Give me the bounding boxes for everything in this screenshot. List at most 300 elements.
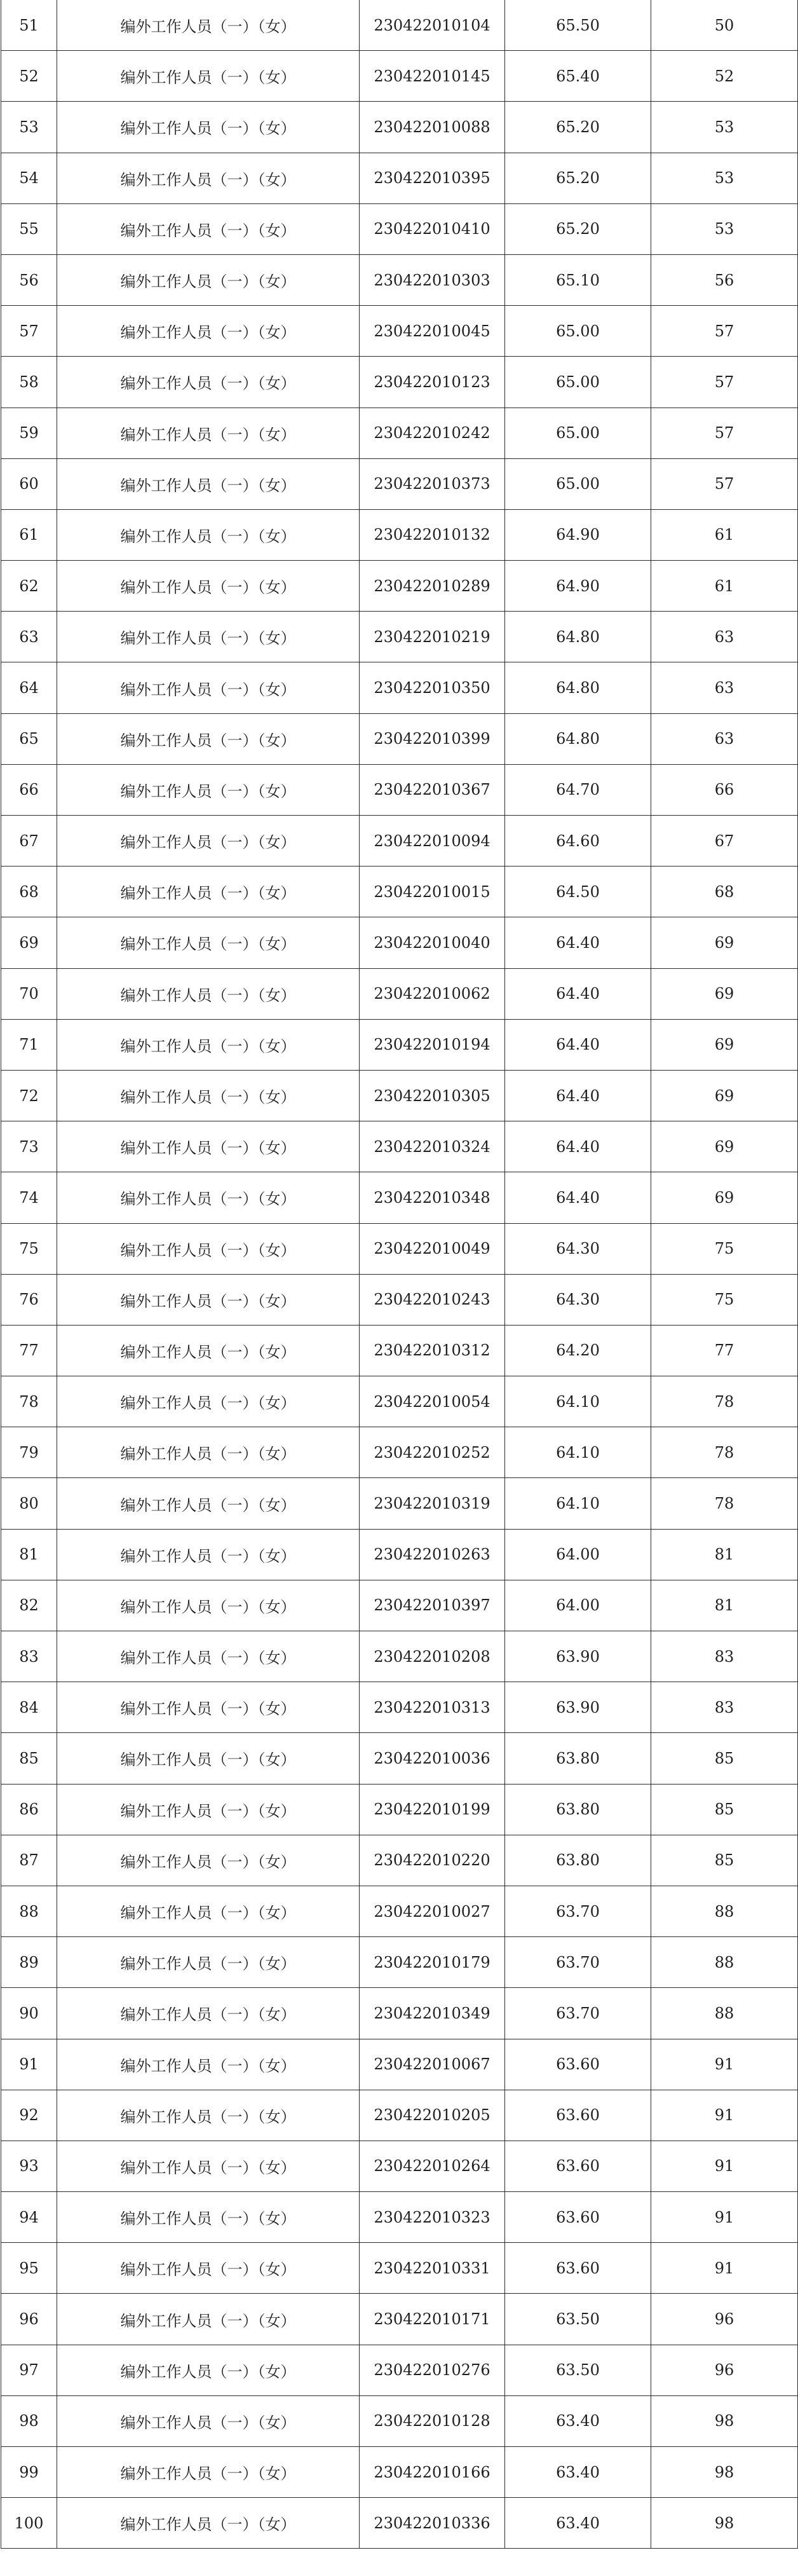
position-cell: 编外工作人员（一）（女） [57, 357, 360, 408]
score-cell: 65.00 [505, 306, 651, 357]
score-cell: 63.60 [505, 2090, 651, 2141]
exam-id-cell: 230422010397 [360, 1580, 505, 1631]
position-cell: 编外工作人员（一）（女） [57, 1835, 360, 1886]
exam-id-cell: 230422010242 [360, 408, 505, 458]
score-cell: 65.20 [505, 102, 651, 153]
position-cell: 编外工作人员（一）（女） [57, 917, 360, 968]
rank-cell: 98 [651, 2447, 798, 2498]
exam-id-cell: 230422010305 [360, 1070, 505, 1121]
table-row [1, 1988, 798, 2039]
rank-cell: 57 [651, 306, 798, 357]
table-row [1, 764, 798, 815]
score-cell: 63.40 [505, 2498, 651, 2549]
exam-id-cell: 230422010263 [360, 1529, 505, 1580]
score-cell: 63.60 [505, 2039, 651, 2090]
score-cell: 64.40 [505, 1019, 651, 1070]
score-cell: 64.80 [505, 713, 651, 764]
position-cell: 编外工作人员（一）（女） [57, 1070, 360, 1121]
row-number-cell: 85 [1, 1733, 57, 1784]
rank-cell: 88 [651, 1937, 798, 1988]
row-number-cell: 79 [1, 1427, 57, 1478]
row-number-cell: 56 [1, 254, 57, 305]
table-row [1, 203, 798, 254]
exam-id-cell: 230422010179 [360, 1937, 505, 1988]
rank-cell: 57 [651, 357, 798, 408]
rank-cell: 81 [651, 1529, 798, 1580]
score-cell: 63.40 [505, 2447, 651, 2498]
row-number-cell: 59 [1, 408, 57, 458]
exam-id-cell: 230422010027 [360, 1886, 505, 1936]
rank-cell: 57 [651, 408, 798, 458]
score-cell: 65.10 [505, 254, 651, 305]
table-row [1, 408, 798, 458]
exam-id-cell: 230422010312 [360, 1325, 505, 1376]
position-cell: 编外工作人员（一）（女） [57, 102, 360, 153]
score-cell: 65.00 [505, 408, 651, 458]
rank-cell: 56 [651, 254, 798, 305]
score-cell: 63.80 [505, 1733, 651, 1784]
score-cell: 64.80 [505, 662, 651, 713]
exam-id-cell: 230422010132 [360, 509, 505, 560]
exam-id-cell: 230422010331 [360, 2243, 505, 2294]
score-cell: 63.90 [505, 1631, 651, 1682]
rank-cell: 69 [651, 1070, 798, 1121]
score-cell: 64.40 [505, 917, 651, 968]
row-number-cell: 62 [1, 561, 57, 612]
exam-id-cell: 230422010399 [360, 713, 505, 764]
row-number-cell: 84 [1, 1682, 57, 1733]
rank-cell: 91 [651, 2039, 798, 2090]
score-cell: 63.70 [505, 1988, 651, 2039]
exam-id-cell: 230422010104 [360, 0, 505, 51]
rank-cell: 91 [651, 2090, 798, 2141]
rank-cell: 78 [651, 1478, 798, 1529]
row-number-cell: 93 [1, 2141, 57, 2191]
rank-cell: 66 [651, 764, 798, 815]
row-number-cell: 71 [1, 1019, 57, 1070]
rank-cell: 69 [651, 968, 798, 1019]
row-number-cell: 96 [1, 2294, 57, 2345]
position-cell: 编外工作人员（一）（女） [57, 1682, 360, 1733]
exam-id-cell: 230422010219 [360, 612, 505, 662]
position-cell: 编外工作人员（一）（女） [57, 2447, 360, 2498]
table-row [1, 1274, 798, 1325]
row-number-cell: 58 [1, 357, 57, 408]
score-cell: 64.60 [505, 816, 651, 867]
row-number-cell: 92 [1, 2090, 57, 2141]
rank-cell: 88 [651, 1886, 798, 1936]
exam-id-cell: 230422010264 [360, 2141, 505, 2191]
rank-cell: 69 [651, 1121, 798, 1172]
score-cell: 64.50 [505, 867, 651, 917]
position-cell: 编外工作人员（一）（女） [57, 1886, 360, 1936]
row-number-cell: 52 [1, 51, 57, 102]
table-row [1, 1325, 798, 1376]
position-cell: 编外工作人员（一）（女） [57, 1733, 360, 1784]
exam-id-cell: 230422010199 [360, 1784, 505, 1835]
table-row [1, 1070, 798, 1121]
score-cell: 63.70 [505, 1937, 651, 1988]
table-row [1, 2090, 798, 2141]
exam-id-cell: 230422010289 [360, 561, 505, 612]
rank-cell: 69 [651, 917, 798, 968]
exam-id-cell: 230422010054 [360, 1376, 505, 1427]
rank-cell: 53 [651, 102, 798, 153]
exam-id-cell: 230422010205 [360, 2090, 505, 2141]
rank-cell: 63 [651, 662, 798, 713]
table-row [1, 2345, 798, 2395]
exam-id-cell: 230422010367 [360, 764, 505, 815]
row-number-cell: 95 [1, 2243, 57, 2294]
row-number-cell: 100 [1, 2498, 57, 2549]
row-number-cell: 69 [1, 917, 57, 968]
position-cell: 编外工作人员（一）（女） [57, 1784, 360, 1835]
row-number-cell: 98 [1, 2395, 57, 2446]
exam-id-cell: 230422010067 [360, 2039, 505, 2090]
row-number-cell: 88 [1, 1886, 57, 1936]
position-cell: 编外工作人员（一）（女） [57, 2243, 360, 2294]
score-cell: 63.80 [505, 1784, 651, 1835]
table-row [1, 51, 798, 102]
row-number-cell: 67 [1, 816, 57, 867]
rank-cell: 78 [651, 1376, 798, 1427]
table-row [1, 1580, 798, 1631]
exam-id-cell: 230422010350 [360, 662, 505, 713]
table-row [1, 1937, 798, 1988]
rank-cell: 96 [651, 2294, 798, 2345]
position-cell: 编外工作人员（一）（女） [57, 1274, 360, 1325]
rank-cell: 75 [651, 1274, 798, 1325]
rank-cell: 63 [651, 713, 798, 764]
score-cell: 63.80 [505, 1835, 651, 1886]
row-number-cell: 78 [1, 1376, 57, 1427]
position-cell: 编外工作人员（一）（女） [57, 306, 360, 357]
position-cell: 编外工作人员（一）（女） [57, 1223, 360, 1274]
exam-id-cell: 230422010348 [360, 1172, 505, 1223]
position-cell: 编外工作人员（一）（女） [57, 1376, 360, 1427]
table-row [1, 1172, 798, 1223]
rank-cell: 61 [651, 509, 798, 560]
table-row [1, 968, 798, 1019]
position-cell: 编外工作人员（一）（女） [57, 1580, 360, 1631]
rank-cell: 69 [651, 1019, 798, 1070]
row-number-cell: 54 [1, 153, 57, 203]
position-cell: 编外工作人员（一）（女） [57, 1325, 360, 1376]
position-cell: 编外工作人员（一）（女） [57, 561, 360, 612]
position-cell: 编外工作人员（一）（女） [57, 2395, 360, 2446]
exam-id-cell: 230422010243 [360, 1274, 505, 1325]
row-number-cell: 61 [1, 509, 57, 560]
row-number-cell: 82 [1, 1580, 57, 1631]
table-row [1, 2243, 798, 2294]
exam-id-cell: 230422010410 [360, 203, 505, 254]
exam-id-cell: 230422010045 [360, 306, 505, 357]
table-row [1, 2498, 798, 2549]
rank-cell: 85 [651, 1835, 798, 1886]
table-row [1, 1478, 798, 1529]
position-cell: 编外工作人员（一）（女） [57, 2039, 360, 2090]
score-cell: 64.10 [505, 1427, 651, 1478]
score-cell: 64.20 [505, 1325, 651, 1376]
position-cell: 编外工作人员（一）（女） [57, 764, 360, 815]
table-row [1, 1427, 798, 1478]
row-number-cell: 91 [1, 2039, 57, 2090]
score-cell: 64.40 [505, 1172, 651, 1223]
exam-id-cell: 230422010171 [360, 2294, 505, 2345]
rank-cell: 57 [651, 458, 798, 509]
table-row [1, 561, 798, 612]
table-row [1, 1376, 798, 1427]
position-cell: 编外工作人员（一）（女） [57, 509, 360, 560]
table-row [1, 1529, 798, 1580]
position-cell: 编外工作人员（一）（女） [57, 1478, 360, 1529]
exam-id-cell: 230422010062 [360, 968, 505, 1019]
rank-cell: 98 [651, 2395, 798, 2446]
position-cell: 编外工作人员（一）（女） [57, 2192, 360, 2243]
score-cell: 63.40 [505, 2395, 651, 2446]
table-row [1, 2141, 798, 2191]
score-cell: 65.50 [505, 0, 651, 51]
score-cell: 65.00 [505, 458, 651, 509]
table-row [1, 662, 798, 713]
rank-cell: 61 [651, 561, 798, 612]
table-row [1, 816, 798, 867]
rank-cell: 78 [651, 1427, 798, 1478]
results-table-body [1, 0, 798, 2549]
row-number-cell: 90 [1, 1988, 57, 2039]
score-cell: 64.00 [505, 1529, 651, 1580]
row-number-cell: 75 [1, 1223, 57, 1274]
score-cell: 63.70 [505, 1886, 651, 1936]
position-cell: 编外工作人员（一）（女） [57, 1937, 360, 1988]
position-cell: 编外工作人员（一）（女） [57, 51, 360, 102]
table-row [1, 2039, 798, 2090]
rank-cell: 96 [651, 2345, 798, 2395]
exam-id-cell: 230422010336 [360, 2498, 505, 2549]
score-cell: 64.70 [505, 764, 651, 815]
position-cell: 编外工作人员（一）（女） [57, 1631, 360, 1682]
rank-cell: 91 [651, 2192, 798, 2243]
exam-id-cell: 230422010313 [360, 1682, 505, 1733]
exam-id-cell: 230422010373 [360, 458, 505, 509]
position-cell: 编外工作人员（一）（女） [57, 1172, 360, 1223]
score-cell: 64.10 [505, 1376, 651, 1427]
score-cell: 63.60 [505, 2243, 651, 2294]
row-number-cell: 70 [1, 968, 57, 1019]
position-cell: 编外工作人员（一）（女） [57, 2498, 360, 2549]
score-cell: 63.50 [505, 2294, 651, 2345]
score-cell: 64.00 [505, 1580, 651, 1631]
position-cell: 编外工作人员（一）（女） [57, 867, 360, 917]
row-number-cell: 77 [1, 1325, 57, 1376]
score-cell: 65.20 [505, 203, 651, 254]
position-cell: 编外工作人员（一）（女） [57, 1988, 360, 2039]
table-row [1, 1121, 798, 1172]
rank-cell: 83 [651, 1682, 798, 1733]
position-cell: 编外工作人员（一）（女） [57, 1427, 360, 1478]
position-cell: 编外工作人员（一）（女） [57, 408, 360, 458]
table-row [1, 1631, 798, 1682]
table-row [1, 458, 798, 509]
position-cell: 编外工作人员（一）（女） [57, 153, 360, 203]
exam-id-cell: 230422010015 [360, 867, 505, 917]
score-cell: 64.30 [505, 1223, 651, 1274]
position-cell: 编外工作人员（一）（女） [57, 662, 360, 713]
rank-cell: 77 [651, 1325, 798, 1376]
score-cell: 64.90 [505, 561, 651, 612]
row-number-cell: 68 [1, 867, 57, 917]
row-number-cell: 60 [1, 458, 57, 509]
position-cell: 编外工作人员（一）（女） [57, 612, 360, 662]
score-cell: 64.40 [505, 968, 651, 1019]
row-number-cell: 86 [1, 1784, 57, 1835]
position-cell: 编外工作人员（一）（女） [57, 1019, 360, 1070]
table-row [1, 2294, 798, 2345]
position-cell: 编外工作人员（一）（女） [57, 2294, 360, 2345]
rank-cell: 52 [651, 51, 798, 102]
table-row [1, 713, 798, 764]
table-row [1, 2192, 798, 2243]
table-row [1, 254, 798, 305]
exam-id-cell: 230422010303 [360, 254, 505, 305]
rank-cell: 91 [651, 2243, 798, 2294]
score-cell: 63.60 [505, 2192, 651, 2243]
exam-id-cell: 230422010049 [360, 1223, 505, 1274]
position-cell: 编外工作人员（一）（女） [57, 2141, 360, 2191]
exam-id-cell: 230422010324 [360, 1121, 505, 1172]
row-number-cell: 65 [1, 713, 57, 764]
position-cell: 编外工作人员（一）（女） [57, 816, 360, 867]
table-row [1, 1223, 798, 1274]
exam-id-cell: 230422010040 [360, 917, 505, 968]
rank-cell: 91 [651, 2141, 798, 2191]
row-number-cell: 81 [1, 1529, 57, 1580]
exam-id-cell: 230422010036 [360, 1733, 505, 1784]
row-number-cell: 74 [1, 1172, 57, 1223]
exam-id-cell: 230422010145 [360, 51, 505, 102]
row-number-cell: 55 [1, 203, 57, 254]
row-number-cell: 97 [1, 2345, 57, 2395]
table-row [1, 612, 798, 662]
table-row [1, 1682, 798, 1733]
row-number-cell: 63 [1, 612, 57, 662]
table-row [1, 102, 798, 153]
rank-cell: 68 [651, 867, 798, 917]
rank-cell: 88 [651, 1988, 798, 2039]
row-number-cell: 57 [1, 306, 57, 357]
exam-id-cell: 230422010220 [360, 1835, 505, 1886]
score-cell: 64.40 [505, 1070, 651, 1121]
table-row [1, 357, 798, 408]
score-cell: 65.00 [505, 357, 651, 408]
score-cell: 64.10 [505, 1478, 651, 1529]
rank-cell: 98 [651, 2498, 798, 2549]
table-row [1, 306, 798, 357]
exam-id-cell: 230422010323 [360, 2192, 505, 2243]
score-cell: 63.60 [505, 2141, 651, 2191]
score-cell: 64.30 [505, 1274, 651, 1325]
exam-id-cell: 230422010395 [360, 153, 505, 203]
score-cell: 65.40 [505, 51, 651, 102]
score-cell: 65.20 [505, 153, 651, 203]
row-number-cell: 64 [1, 662, 57, 713]
exam-id-cell: 230422010276 [360, 2345, 505, 2395]
position-cell: 编外工作人员（一）（女） [57, 254, 360, 305]
exam-id-cell: 230422010166 [360, 2447, 505, 2498]
rank-cell: 53 [651, 203, 798, 254]
row-number-cell: 83 [1, 1631, 57, 1682]
exam-id-cell: 230422010252 [360, 1427, 505, 1478]
exam-id-cell: 230422010123 [360, 357, 505, 408]
rank-cell: 53 [651, 153, 798, 203]
table-row [1, 1784, 798, 1835]
results-table [1, 0, 798, 2549]
position-cell: 编外工作人员（一）（女） [57, 458, 360, 509]
rank-cell: 81 [651, 1580, 798, 1631]
rank-cell: 85 [651, 1784, 798, 1835]
table-row [1, 1886, 798, 1936]
position-cell: 编外工作人员（一）（女） [57, 2090, 360, 2141]
exam-id-cell: 230422010194 [360, 1019, 505, 1070]
row-number-cell: 51 [1, 0, 57, 51]
score-cell: 63.90 [505, 1682, 651, 1733]
position-cell: 编外工作人员（一）（女） [57, 713, 360, 764]
row-number-cell: 66 [1, 764, 57, 815]
position-cell: 编外工作人员（一）（女） [57, 1121, 360, 1172]
table-row [1, 2447, 798, 2498]
rank-cell: 69 [651, 1172, 798, 1223]
table-row [1, 1733, 798, 1784]
row-number-cell: 72 [1, 1070, 57, 1121]
exam-id-cell: 230422010319 [360, 1478, 505, 1529]
table-row [1, 1019, 798, 1070]
table-row [1, 2395, 798, 2446]
exam-id-cell: 230422010349 [360, 1988, 505, 2039]
row-number-cell: 76 [1, 1274, 57, 1325]
row-number-cell: 89 [1, 1937, 57, 1988]
score-cell: 64.80 [505, 612, 651, 662]
position-cell: 编外工作人员（一）（女） [57, 0, 360, 51]
rank-cell: 83 [651, 1631, 798, 1682]
exam-id-cell: 230422010088 [360, 102, 505, 153]
table-row [1, 509, 798, 560]
position-cell: 编外工作人员（一）（女） [57, 968, 360, 1019]
row-number-cell: 80 [1, 1478, 57, 1529]
exam-id-cell: 230422010208 [360, 1631, 505, 1682]
rank-cell: 75 [651, 1223, 798, 1274]
rank-cell: 63 [651, 612, 798, 662]
row-number-cell: 99 [1, 2447, 57, 2498]
table-row [1, 867, 798, 917]
position-cell: 编外工作人员（一）（女） [57, 2345, 360, 2395]
row-number-cell: 94 [1, 2192, 57, 2243]
position-cell: 编外工作人员（一）（女） [57, 1529, 360, 1580]
table-row [1, 0, 798, 51]
table-row [1, 917, 798, 968]
row-number-cell: 53 [1, 102, 57, 153]
score-cell: 64.40 [505, 1121, 651, 1172]
exam-id-cell: 230422010094 [360, 816, 505, 867]
rank-cell: 50 [651, 0, 798, 51]
rank-cell: 85 [651, 1733, 798, 1784]
row-number-cell: 73 [1, 1121, 57, 1172]
exam-id-cell: 230422010128 [360, 2395, 505, 2446]
position-cell: 编外工作人员（一）（女） [57, 203, 360, 254]
table-row [1, 153, 798, 203]
score-cell: 64.90 [505, 509, 651, 560]
row-number-cell: 87 [1, 1835, 57, 1886]
score-cell: 63.50 [505, 2345, 651, 2395]
